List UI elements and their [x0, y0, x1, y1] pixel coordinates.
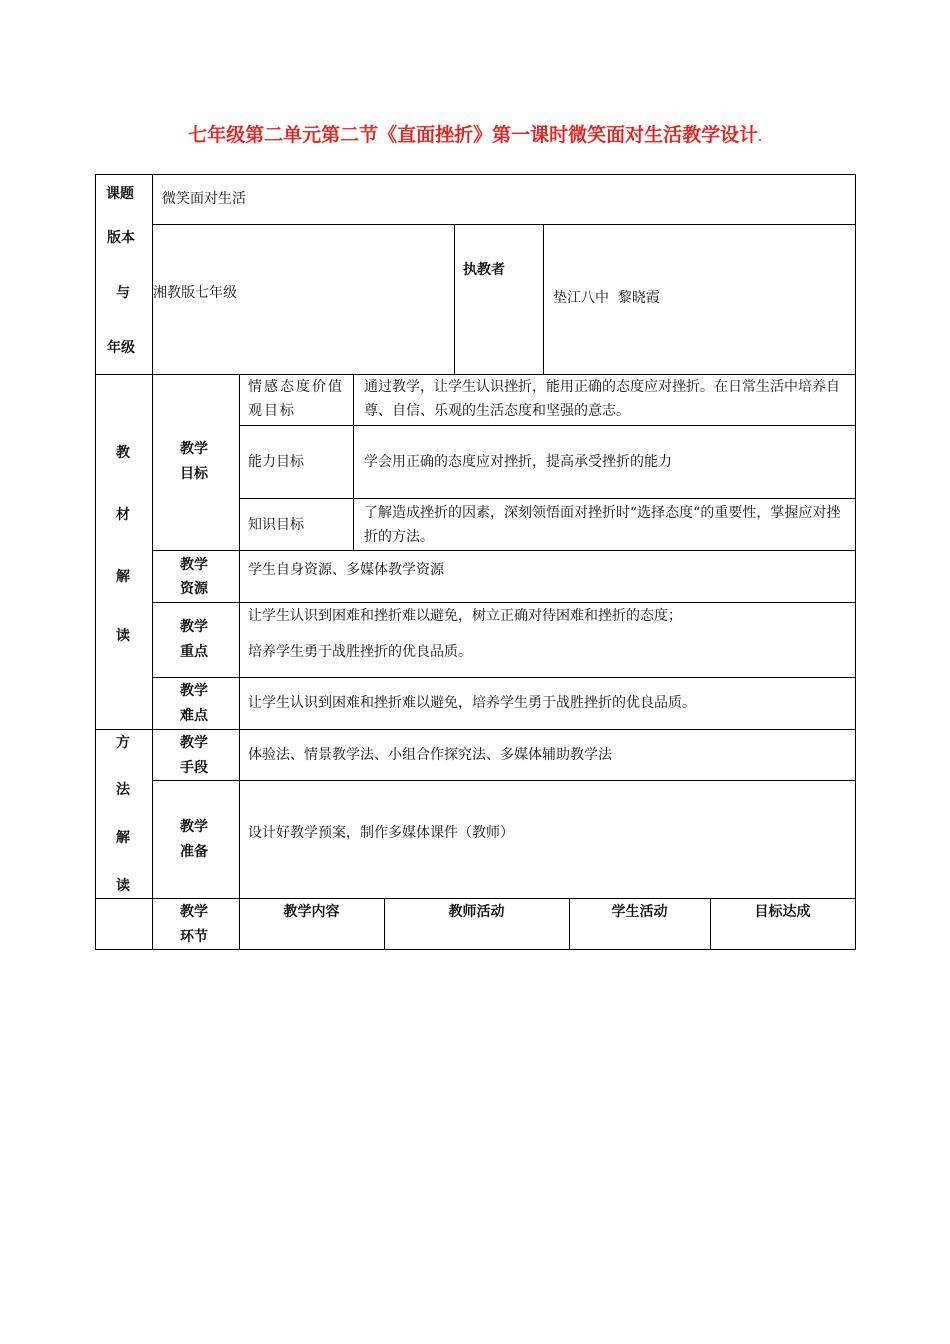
title-text: 七年级第二单元第二节《直面挫折》第一课时微笑面对生活教学设计 [188, 124, 759, 146]
means-label-line2: 手段 [180, 760, 208, 776]
col-line [543, 224, 544, 374]
row-line [152, 550, 856, 551]
resource-value: 学生自身资源、多媒体教学资源 [248, 562, 444, 578]
difficulty-label-line2: 难点 [180, 708, 208, 724]
version-label-line1: 版本 [107, 230, 135, 246]
key-label-line2: 重点 [180, 644, 208, 660]
table-border-bottom [95, 949, 856, 950]
means-value: 体验法、情景教学法、小组合作探究法、多媒体辅助教学法 [248, 747, 612, 763]
section-label-char: 读 [116, 878, 130, 894]
goal1-label: 情感态度价值观目标 [248, 379, 344, 419]
row-line [95, 898, 856, 899]
column-header-teacher: 教师活动 [448, 904, 505, 920]
teacher-label: 执教者 [463, 262, 505, 278]
section-label-char: 方 [116, 735, 130, 751]
col-line [454, 224, 455, 374]
row-line [95, 729, 856, 730]
section-label-char: 材 [116, 507, 130, 523]
row-line [239, 425, 856, 426]
key-value-line1: 让学生认识到困难和挫折难以避免，树立正确对待困难和挫折的态度； [248, 608, 682, 624]
section-label-char: 读 [116, 628, 130, 644]
goal1-value: 通过教学，让学生认识挫折，能用正确的态度应对挫折。在日常生活中培养自尊、自信、乐观的生活态度和坚强的意志。 [364, 379, 840, 419]
version-value: 湘教版七年级 [153, 285, 237, 301]
version-label-line3: 年级 [107, 340, 135, 356]
key-label-line1: 教学 [180, 619, 208, 635]
col-line [353, 374, 354, 550]
table-border-left [95, 174, 96, 950]
section-label-char: 解 [116, 830, 130, 846]
goal2-label: 能力目标 [248, 454, 304, 470]
topic-value: 微笑面对生活 [162, 191, 246, 207]
goal-label-line1: 教学 [180, 441, 208, 457]
column-header-student: 学生活动 [611, 904, 668, 920]
section-label-char: 法 [116, 782, 130, 798]
topic-label: 课题 [106, 186, 134, 202]
row-line [152, 780, 856, 781]
version-label-line2: 与 [116, 285, 130, 301]
col-line [239, 374, 240, 950]
table-border-top [95, 174, 856, 175]
document-title [95, 122, 855, 152]
section-label-char: 教 [116, 445, 130, 461]
column-header-content: 教学内容 [283, 904, 340, 920]
goal-label-line2: 目标 [180, 466, 208, 482]
difficulty-label-line1: 教学 [180, 683, 208, 699]
key-value-line2: 培养学生勇于战胜挫折的优良品质。 [248, 644, 472, 660]
resource-label-line1: 教学 [180, 557, 208, 573]
column-header-goal: 目标达成 [754, 904, 811, 920]
prep-label-line1: 教学 [180, 819, 208, 835]
resource-label-line2: 资源 [180, 581, 208, 597]
goal3-value: 了解造成挫折的因素，深刻领悟面对挫折时“选择态度“的重要性，掌握应对挫折的方法。 [364, 505, 841, 545]
title-dot: . [758, 133, 762, 144]
teacher-value: 垫江八中 黎晓霞 [553, 290, 660, 306]
section-label-char: 解 [116, 569, 130, 585]
row-line [152, 602, 856, 603]
step-label-line2: 环节 [180, 929, 208, 945]
goal2-value: 学会用正确的态度应对挫折，提高承受挫折的能力 [364, 454, 672, 470]
difficulty-value: 让学生认识到困难和挫折难以避免，培养学生勇于战胜挫折的优良品质。 [248, 695, 696, 711]
row-line [239, 498, 856, 499]
row-line [152, 677, 856, 678]
means-label-line1: 教学 [180, 735, 208, 751]
step-label-line1: 教学 [180, 904, 208, 920]
prep-label-line2: 准备 [180, 844, 208, 860]
goal3-label: 知识目标 [248, 517, 304, 533]
table-border-right [855, 174, 856, 950]
row-line [152, 224, 856, 225]
prep-value: 设计好教学预案，制作多媒体课件（教师） [248, 825, 514, 841]
